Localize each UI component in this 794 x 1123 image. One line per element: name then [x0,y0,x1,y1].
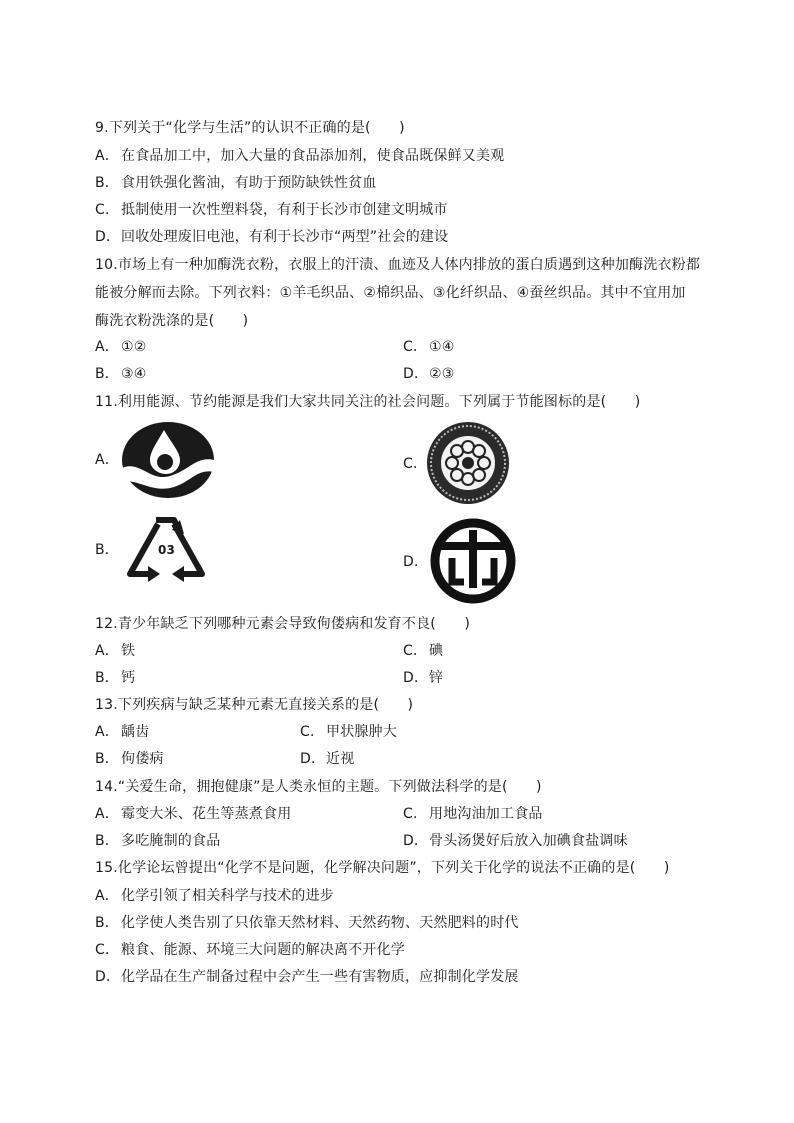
q9-option-a: A． 在食品加工中，加入大量的食品添加剂，使食品既保鲜又美观 [95,148,505,164]
q15-option-a: A． 化学引领了相关科学与技术的进步 [95,888,334,904]
q9-option-d: D．回收处理废旧电池，有利于长沙市“两型”社会的建设 [95,229,449,245]
q10-option-d: D．②③ [403,366,455,382]
question-10-stem-line2: 能被分解而去除。下列衣料：①羊毛织品、②棉织品、③化纤织品、④蚕丝织品。其中不宜用加 [95,285,686,301]
question-15-stem: 15.化学论坛曾提出“化学不是问题，化学解决问题”，下列关于化学的说法不正确的是( ) [95,860,670,876]
q12-option-a: A． 铁 [95,643,136,659]
q14-option-d: D．骨头汤煲好后放入加碘食盐调味 [403,833,628,849]
q9-option-c: C． 抵制使用一次性塑料袋，有利于长沙市创建文明城市 [95,202,448,218]
energy-saving-icon [430,518,516,604]
wheel-emblem-icon [425,420,511,506]
q14-option-c: C． 用地沟油加工食品 [403,806,543,822]
q11-option-c-label: C． [403,456,428,472]
q12-option-b: B． 钙 [95,670,136,686]
q13-option-c: C． 甲状腺肿大 [300,724,397,740]
q13-option-d: D．近视 [300,751,355,767]
q13-option-b: B． 佝偻病 [95,751,164,767]
q11-option-a-label: A． [95,452,119,468]
q12-option-c: C． 碘 [403,643,444,659]
q15-option-d: D．化学品在生产制备过程中会产生一些有害物质，应抑制化学发展 [95,969,519,985]
q11-option-d-label: D． [403,554,429,570]
question-9-stem: 9.下列关于“化学与生活”的认识不正确的是( ) [95,120,405,136]
question-11-stem: 11.利用能源、节约能源是我们大家共同关注的社会问题。下列属于节能图标的是( ) [95,394,641,410]
q9-option-b: B． 食用铁强化酱油，有助于预防缺铁性贫血 [95,175,377,191]
q10-option-a: A． ①② [95,339,147,355]
q11-option-b-label: B． [95,542,120,558]
question-12-stem: 12.青少年缺乏下列哪种元素会导致佝偻病和发育不良( ) [95,616,470,632]
question-10-stem-line3: 酶洗衣粉洗涤的是( ) [95,313,249,329]
q14-option-b: B． 多吃腌制的食品 [95,833,221,849]
question-14-stem: 14.“关爱生命，拥抱健康”是人类永恒的主题。下列做法科学的是( ) [95,779,542,795]
q15-option-c: C． 粮食、能源、环境三大问题的解决离不开化学 [95,942,405,958]
question-10-stem-line1: 10.市场上有一种加酶洗衣粉，衣服上的汗渍、血迹及人体内排放的蛋白质遇到这种加酶洗衣粉都 [95,257,701,273]
question-13-stem: 13.下列疾病与缺乏某种元素无直接关系的是( ) [95,697,414,713]
recycle-code-text: 03 [158,543,176,557]
q14-option-a: A． 霉变大米、花生等蒸煮食用 [95,806,292,822]
q13-option-a: A． 龋齿 [95,724,150,740]
water-saving-icon [120,420,216,500]
q10-option-c: C． ①④ [403,339,455,355]
q12-option-d: D．锌 [403,670,444,686]
q15-option-b: B． 化学使人类告别了只依靠天然材料、天然药物、天然肥料的时代 [95,915,519,931]
q10-option-b: B． ③④ [95,366,147,382]
